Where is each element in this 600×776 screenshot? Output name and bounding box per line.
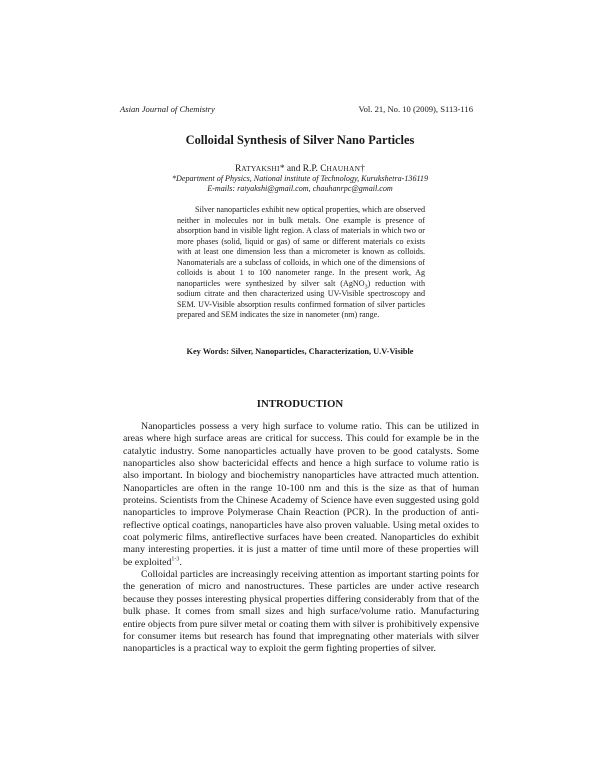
keywords: Key Words: Silver, Nanoparticles, Characterization, U.V-Visible — [186, 347, 414, 356]
department-line: *Department of Physics, National institute of Technology, Kurukshetra-136119 — [171, 174, 429, 183]
author1-mark: * — [279, 164, 285, 174]
section-heading-introduction: INTRODUCTION — [256, 398, 344, 410]
affiliation — [0, 174, 600, 195]
author1-initial: R — [235, 164, 242, 174]
author-and: and — [284, 164, 303, 174]
body-text — [123, 421, 479, 656]
author2-rest: HAUHAN — [326, 164, 361, 173]
paragraph-1-text: Nanoparticles possess a very high surface to volume ratio. This can be utilized in areas where high surface areas are critical for success. This could for example be in the catalytic industry. Some nanoparticles actually have proven to be good catalysts. Some nanoparticles also show bactericidal effects and hence a high surface to volume ratio is also important. In biology and biochemistry nanoparticles have attracted much attention. Nanoparticles are often in the range 10-100 nm and this is the size as that of human proteins. Scientists from the Chinese Academy of Science have even suggested using gold nanoparticles to improve Polymerase Chain Reaction (PCR). In the production of anti-reflective optical coatings, nanoparticles have also proven valuable. Using metal oxides to coat polymeric films, antireflective surfaces have been created. Nanoparticles do exhibit many interesting properties. it is just a matter of time until more of these properties will be exploited — [123, 421, 479, 568]
paper-title: Colloidal Synthesis of Silver Nano Particles — [185, 133, 415, 147]
running-header — [120, 104, 473, 114]
author1-rest: ATYAKSHI — [241, 164, 280, 173]
abstract-subscript: 3 — [364, 284, 368, 291]
author2-prefix: R.P. — [302, 164, 321, 174]
journal-name: Asian Journal of Chemistry — [120, 104, 215, 114]
paragraph-2: Colloidal particles are increasingly receiving attention as important starting points for the generation of micro and nanostructures. These particles are under active research because they posses interesting physical properties differing considerably from that of the bulk phase. It comes from small sizes and high surface/volume ratio. Manufacturing entire objects from pure silver metal or coating them with silver is prohibitively expensive for consumer items but research has found that impregnating other materials with silver nanoparticles is a practical way to exploit the germ fighting properties of silver. — [123, 569, 479, 655]
abstract-part1: Silver nanoparticles exhibit new optical properties, which are observed neither in molecules nor in bulk metals. One example is presence of absorption band in visible light region. A class of materials in which two or more phases (solid, liquid or gas) of same or different materials co exists with at least one dimension less than a micrometer is known as colloids. Nanomaterials are a subclass of colloids, in which one of the dimensions of colloids is about 1 to 100 nanometer range. In the present work, Ag nanoparticles were synthesized by silver salt (AgNO — [177, 205, 425, 288]
author2-mark: † — [360, 164, 365, 174]
paragraph-1-end: . — [179, 556, 182, 568]
paragraph-1 — [123, 421, 479, 569]
author-line — [0, 164, 600, 174]
abstract-part2: ) reduction with sodium citrate and then characterized using UV-Visible spectroscopy and SEM. UV-Visible absorption results confirmed formation of silver particles prepared and SEM indicates the size in nanometer (nm) range. — [177, 278, 425, 319]
citation: Vol. 21, No. 10 (2009), S113-116 — [358, 104, 473, 114]
abstract — [177, 205, 425, 321]
author2-initial: C — [320, 164, 327, 174]
reference-citation: 1-3 — [171, 556, 180, 563]
email-line: E-mails: ratyakshi@gmail.com, chauhanrpc@gmail.com — [207, 184, 393, 194]
abstract-paragraph — [177, 205, 425, 321]
